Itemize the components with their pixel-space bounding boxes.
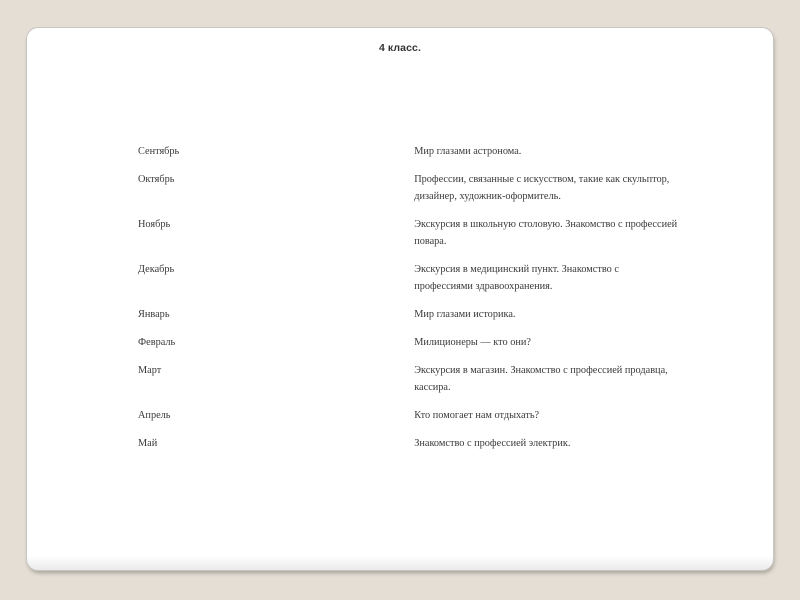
month-cell: Сентябрь <box>138 146 180 157</box>
table-row <box>138 334 678 362</box>
topic-cell: Экскурсия в медицинский пункт. Знакомство с профессиями здравоохранения. <box>414 264 619 292</box>
topic-cell: Экскурсия в школьную столовую. Знакомство с профессией повара. <box>414 219 678 247</box>
topic-cell: Мир глазами историка. <box>414 309 516 320</box>
month-cell: Февраль <box>138 337 176 348</box>
topic-cell: Мир глазами астронома. <box>414 146 522 157</box>
table-row <box>138 407 678 435</box>
topic-cell: Знакомство с профессией электрик. <box>414 438 571 449</box>
month-cell: Декабрь <box>138 264 175 275</box>
table-row <box>138 143 678 171</box>
schedule-table <box>138 143 678 463</box>
slide-title: 4 класс. <box>378 42 422 54</box>
topic-cell: Профессии, связанные с искусством, такие как скульптор, дизайнер, художник-оформитель. <box>414 174 670 202</box>
month-cell: Ноябрь <box>138 219 171 230</box>
table-row <box>138 362 678 407</box>
month-cell: Май <box>138 438 158 449</box>
month-cell: Апрель <box>138 410 171 421</box>
slide <box>27 28 773 570</box>
table-row <box>138 435 678 463</box>
month-cell: Январь <box>138 309 170 320</box>
table-row <box>138 171 678 216</box>
topic-cell: Кто помогает нам отдыхать? <box>414 410 540 421</box>
month-cell: Март <box>138 365 162 376</box>
table-row <box>138 261 678 306</box>
table-row <box>138 216 678 261</box>
topic-cell: Милиционеры — кто они? <box>414 337 531 348</box>
topic-cell: Экскурсия в магазин. Знакомство с профессией продавца, кассира. <box>414 365 668 393</box>
month-cell: Октябрь <box>138 174 175 185</box>
table-row <box>138 306 678 334</box>
